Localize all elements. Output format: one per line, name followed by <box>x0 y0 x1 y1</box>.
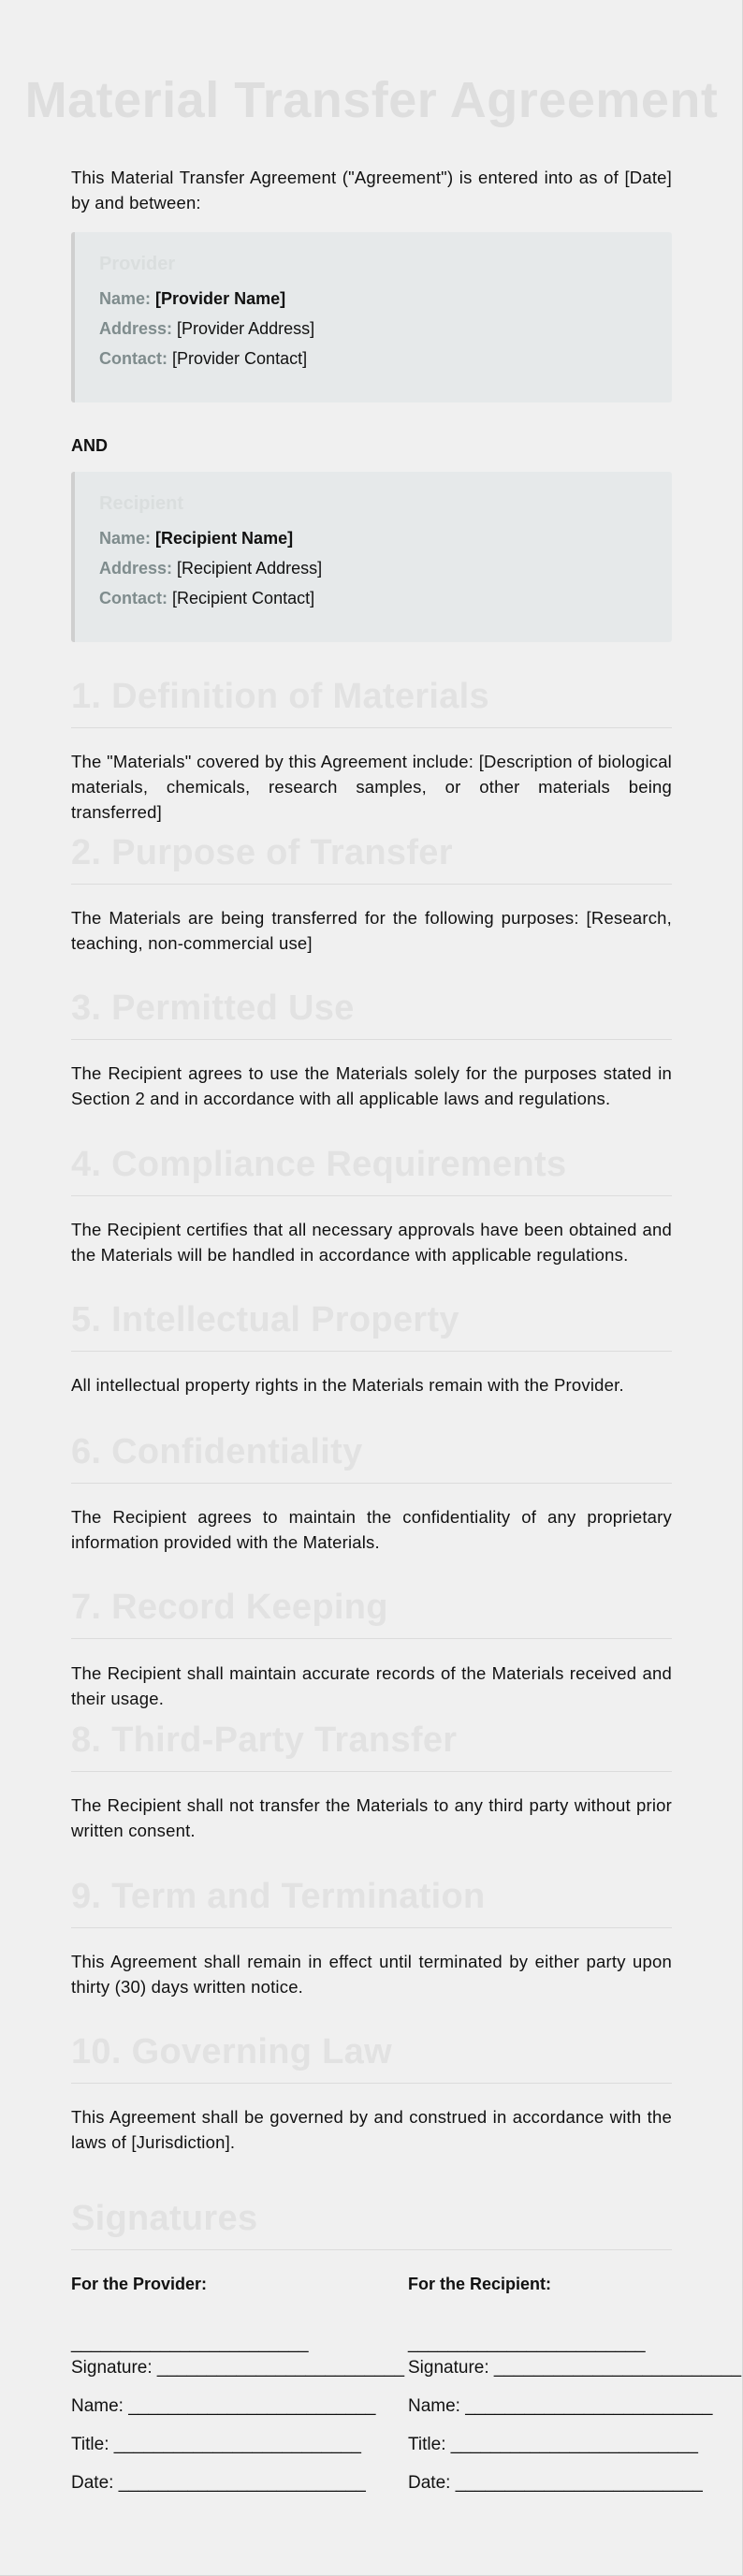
section-divider <box>71 884 672 885</box>
provider-contact-line <box>99 347 672 370</box>
section-divider <box>71 2083 672 2084</box>
section-text: The Recipient shall not transfer the Materials to any third party without prior written consent. <box>71 1795 672 1840</box>
section-text: The Recipient shall maintain accurate records of the Materials received and their usage. <box>71 1663 672 1708</box>
section-heading: 2. Purpose of Transfer <box>71 833 453 872</box>
section-heading: 3. Permitted Use <box>71 988 355 1028</box>
recipient-contact-label: Contact: <box>99 589 168 607</box>
intro-paragraph: This Material Transfer Agreement ("Agreement") is entered into as of [Date] by and between: <box>71 168 672 212</box>
provider-signature-heading: For the Provider: <box>71 2275 208 2293</box>
section-text: The "Materials" covered by this Agreement include: [Description of biological materials, chemicals, research samples, or other materials being transferred] <box>71 752 672 822</box>
provider-signature-block <box>71 2275 405 2493</box>
section-text: This Agreement shall be governed by and construed in accordance with the laws of [Jurisdiction]. <box>71 2107 672 2152</box>
provider-signature-blank: ________________________ <box>71 2334 309 2353</box>
provider-date-field: Date: _________________________ <box>71 2473 366 2493</box>
recipient-signature-heading: For the Recipient: <box>408 2275 552 2293</box>
recipient-date-field: Date: _________________________ <box>408 2473 703 2493</box>
recipient-contact-line <box>99 587 672 609</box>
provider-name-label: Name: <box>99 289 152 308</box>
section-heading: 9. Term and Termination <box>71 1877 486 1916</box>
provider-signature-field: Signature: _________________________ <box>71 2358 405 2378</box>
recipient-address-line <box>99 557 672 579</box>
section-heading: 8. Third-Party Transfer <box>71 1720 458 1760</box>
recipient-contact-value: [Recipient Contact] <box>172 589 315 607</box>
provider-address-label: Address: <box>99 319 173 338</box>
section-divider <box>71 727 672 728</box>
recipient-heading: Recipient <box>99 493 184 514</box>
recipient-signature-field: Signature: _________________________ <box>408 2358 742 2378</box>
section-divider <box>71 1039 672 1040</box>
section-divider <box>71 1638 672 1639</box>
section-text: All intellectual property rights in the Materials remain with the Provider. <box>71 1375 624 1395</box>
signatures-heading: Signatures <box>71 2199 258 2238</box>
section-divider <box>71 1771 672 1772</box>
provider-contact-value: [Provider Contact] <box>172 349 308 368</box>
provider-contact-label: Contact: <box>99 349 168 368</box>
section-text: The Recipient agrees to maintain the confidentiality of any proprietary information provided with the Materials. <box>71 1507 672 1552</box>
recipient-signature-blank: ________________________ <box>408 2334 646 2353</box>
section-heading: 1. Definition of Materials <box>71 677 489 716</box>
provider-heading: Provider <box>99 254 176 274</box>
provider-title-field: Title: _________________________ <box>71 2435 361 2454</box>
provider-address-line <box>99 317 672 340</box>
section-divider <box>71 1927 672 1928</box>
section-heading: 10. Governing Law <box>71 2032 392 2071</box>
section-divider <box>71 2249 672 2250</box>
recipient-signature-block <box>408 2275 742 2493</box>
recipient-name-value: [Recipient Name] <box>155 529 294 548</box>
provider-name-field: Name: _________________________ <box>71 2396 376 2416</box>
recipient-box <box>71 472 672 642</box>
section-text: The Recipient certifies that all necessary approvals have been obtained and the Materials will be handled in accordance with applicable regulations. <box>71 1220 672 1265</box>
recipient-address-value: [Recipient Address] <box>177 559 323 578</box>
provider-name-value: [Provider Name] <box>155 289 286 308</box>
and-label: AND <box>71 436 108 455</box>
section-heading: 5. Intellectual Property <box>71 1300 459 1339</box>
recipient-name-field: Name: _________________________ <box>408 2396 713 2416</box>
section-heading: 4. Compliance Requirements <box>71 1145 567 1184</box>
section-text: This Agreement shall remain in effect until terminated by either party upon thirty (30) days written notice. <box>71 1952 672 1997</box>
recipient-address-label: Address: <box>99 559 173 578</box>
recipient-name-label: Name: <box>99 529 152 548</box>
section-text: The Materials are being transferred for the following purposes: [Research, teaching, non-commercial use] <box>71 908 672 953</box>
section-divider <box>71 1483 672 1484</box>
document-title: Material Transfer Agreement <box>24 72 719 128</box>
recipient-name-line <box>99 527 672 549</box>
provider-box <box>71 232 672 402</box>
recipient-title-field: Title: _________________________ <box>408 2435 698 2454</box>
section-divider <box>71 1351 672 1352</box>
section-heading: 7. Record Keeping <box>71 1588 388 1627</box>
section-heading: 6. Confidentiality <box>71 1432 363 1471</box>
section-text: The Recipient agrees to use the Materials solely for the purposes stated in Section 2 and in accordance with all applicable laws and regulations. <box>71 1063 672 1108</box>
provider-address-value: [Provider Address] <box>177 319 315 338</box>
provider-name-line <box>99 287 672 310</box>
section-divider <box>71 1195 672 1196</box>
